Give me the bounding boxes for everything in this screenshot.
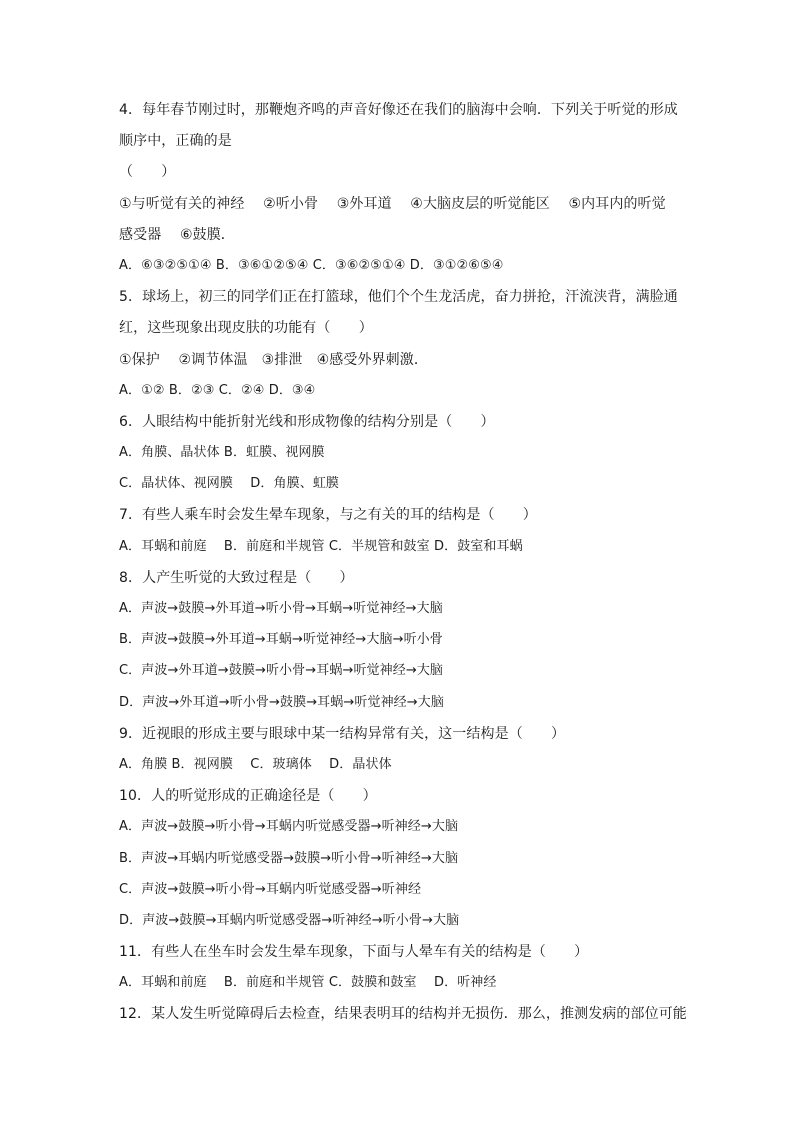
question-4-options: A．⑥③②⑤①④ B．③⑥①②⑤④ C．③⑥②⑤①④ D．③①②⑥⑤④ bbox=[119, 257, 504, 273]
question-4-items-line-1: ①与听觉有关的神经 ②听小骨 ③外耳道 ④大脑皮层的听觉能区 ⑤内耳内的听觉 bbox=[119, 195, 666, 212]
question-6-options-line-1: A．角膜、晶状体 B．虹膜、视网膜 bbox=[119, 445, 325, 461]
question-10-option-b: B．声波→耳蜗内听觉感受器→鼓膜→听小骨→听神经→大脑 bbox=[119, 850, 459, 866]
question-5-items: ①保护 ②调节体温 ③排泄 ④感受外界刺激． bbox=[119, 351, 428, 368]
question-7-options: A．耳蜗和前庭 B．前庭和半规管 C．半规管和鼓室 D．鼓室和耳蜗 bbox=[119, 538, 523, 554]
question-4-items-line-2: 感受器 ⑥鼓膜． bbox=[119, 226, 235, 243]
question-10-option-c: C．声波→鼓膜→听小骨→耳蜗内听觉感受器→听神经 bbox=[119, 881, 422, 897]
question-5-stem-line-1: 5．球场上，初三的同学们正在打篮球，他们个个生龙活虎，奋力拼抢，汗流浃背，满脸通 bbox=[119, 289, 678, 306]
question-11-options: A．耳蜗和前庭 B．前庭和半规管 C．鼓膜和鼓室 D．听神经 bbox=[119, 975, 497, 991]
question-5-stem-line-2: 红，这些现象出现皮肤的功能有（ ） bbox=[119, 320, 373, 337]
question-8-option-c: C．声波→外耳道→鼓膜→听小骨→耳蜗→听觉神经→大脑 bbox=[119, 663, 444, 679]
question-5-options: A．①② B．②③ C．②④ D．③④ bbox=[119, 382, 316, 398]
question-8-option-a: A．声波→鼓膜→外耳道→听小骨→耳蜗→听觉神经→大脑 bbox=[119, 601, 443, 616]
question-6-options-line-2: C．晶状体、视网膜 D．角膜、虹膜 bbox=[119, 476, 340, 492]
question-4-answer-paren: （ ） bbox=[119, 164, 176, 181]
question-9-stem: 9．近视眼的形成主要与眼球中某一结构异常有关，这一结构是（ ） bbox=[119, 725, 566, 742]
question-11-stem: 11．有些人在坐车时会发生晕车现象，下面与人晕车有关的结构是（ ） bbox=[119, 944, 589, 961]
question-6-stem: 6．人眼结构中能折射光线和形成物像的结构分别是（ ） bbox=[119, 413, 495, 430]
question-10-option-d: D．声波→鼓膜→耳蜗内听觉感受器→听神经→听小骨→大脑 bbox=[119, 912, 460, 928]
question-4-stem-line-2: 顺序中，正确的是 bbox=[119, 133, 232, 150]
question-8-stem: 8．人产生听觉的大致过程是（ ） bbox=[119, 569, 354, 586]
question-12-stem: 12．某人发生听觉障碍后去检查，结果表明耳的结构并无损伤．那么，推测发病的部位可能 bbox=[119, 1006, 687, 1023]
question-9-options: A．角膜 B．视网膜 C．玻璃体 D．晶状体 bbox=[119, 756, 392, 772]
question-8-option-d: D．声波→外耳道→听小骨→鼓膜→耳蜗→听觉神经→大脑 bbox=[119, 694, 444, 710]
question-7-stem: 7．有些人乘车时会发生晕车现象，与之有关的耳的结构是（ ） bbox=[119, 507, 537, 524]
question-list bbox=[119, 101, 687, 1037]
question-8-option-b: B．声波→鼓膜→外耳道→耳蜗→听觉神经→大脑→听小骨 bbox=[119, 632, 443, 648]
question-4-stem-line-1: 4．每年春节刚过时，那鞭炮齐鸣的声音好像还在我们的脑海中会响．下列关于听觉的形成 bbox=[119, 102, 678, 118]
question-10-option-a: A．声波→鼓膜→听小骨→耳蜗内听觉感受器→听神经→大脑 bbox=[119, 819, 459, 835]
question-10-stem: 10．人的听觉形成的正确途径是（ ） bbox=[119, 788, 377, 805]
